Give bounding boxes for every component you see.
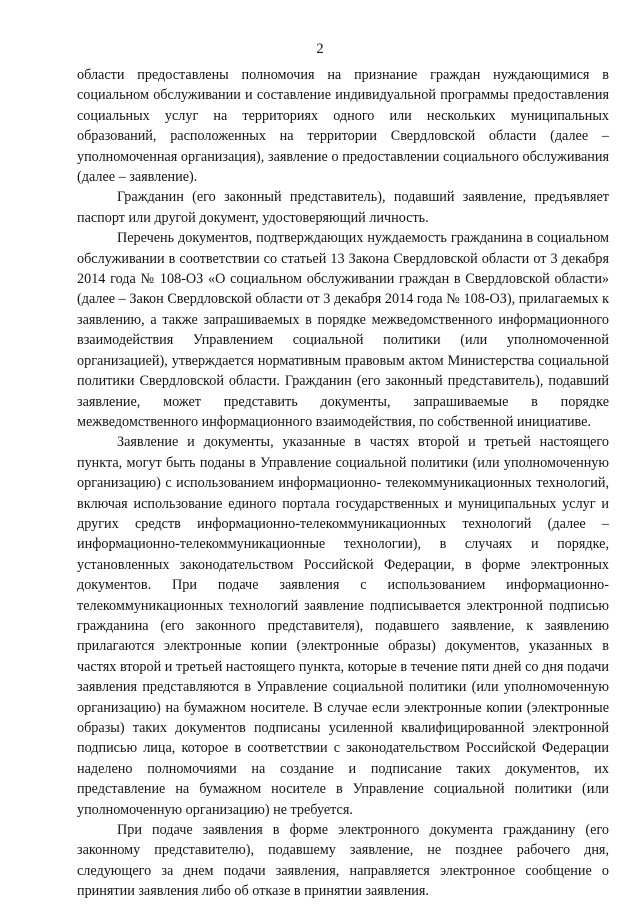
paragraph-3: Перечень документов, подтверждающих нуждаемость гражданина в социальном обслуживании в соответствии со статьей 13 Закона Свердловской области от 3 декабря 2014 года № 108-ОЗ «О социальном обслуживании граждан в Свердловской области» (далее – Закон Свердловской области от 3 декабря 2014 года № 108-ОЗ), прилагаемых к заявлению, а также запрашиваемых в порядке межведомственного информационного взаимодействия Управлением социальной политики (или уполномоченной организацией), утверждается нормативным правовым актом Министерства социальной политики Свердловской области. Гражданин (его законный представитель), подавший заявление, может представить документы, запрашиваемые в порядке межведомственного информационного взаимодействия, по собственной инициативе. xyxy=(77,230,609,430)
document-body xyxy=(77,65,609,902)
page-number: 2 xyxy=(316,41,324,57)
paragraph-2: Гражданин (его законный представитель), подавший заявление, предъявляет паспорт или другой документ, удостоверяющий личность. xyxy=(77,189,609,226)
paragraph-4: Заявление и документы, указанные в частях второй и третьей настоящего пункта, могут быть поданы в Управление социальной политики (или уполномоченную организацию) с использованием информационно- телекоммуникационных технологий, включая использование единого портала государственных и муниципальных услуг и других средств информационно-телекоммуникационных технологий (далее – информационно-телекоммуникационные технологии), в случаях и порядке, установленных законодательством Российской Федерации, в форме электронных документов. При подаче заявления с использованием информационно-телекоммуникационных технологий заявление подписывается электронной подписью гражданина (его законного представителя), подавшего заявление, к заявлению прилагаются электронные копии (электронные образы) документов, указанных в частях второй и третьей настоящего пункта, которые в течение пяти дней со дня подачи заявления представляются в Управление социальной политики (или уполномоченную организацию) на бумажном носителе. В случае если электронные копии (электронные образы) таких документов подписаны усиленной квалифицированной электронной подписью лица, которое в соответствии с законодательством Российской Федерации наделено полномочиями на создание и подписание таких документов, их представление на бумажном носителе в Управление социальной политики (или уполномоченную организацию) не требуется. xyxy=(77,434,609,818)
paragraph-5: При подаче заявления в форме электронного документа гражданину (его законному представителю), подавшему заявление, не позднее рабочего дня, следующего за днем подачи заявления, направляется электронное сообщение о принятии заявления либо об отказе в принятии заявления. xyxy=(77,822,609,900)
paragraph-1: области предоставлены полномочия на признание граждан нуждающимися в социальном обслуживании и составление индивидуальной программы предоставления социальных услуг на территориях одного или нескольких муниципальных образований, расположенных на территории Свердловской области (далее – уполномоченная организация), заявление о предоставлении социального обслуживания (далее – заявление). xyxy=(77,67,609,186)
